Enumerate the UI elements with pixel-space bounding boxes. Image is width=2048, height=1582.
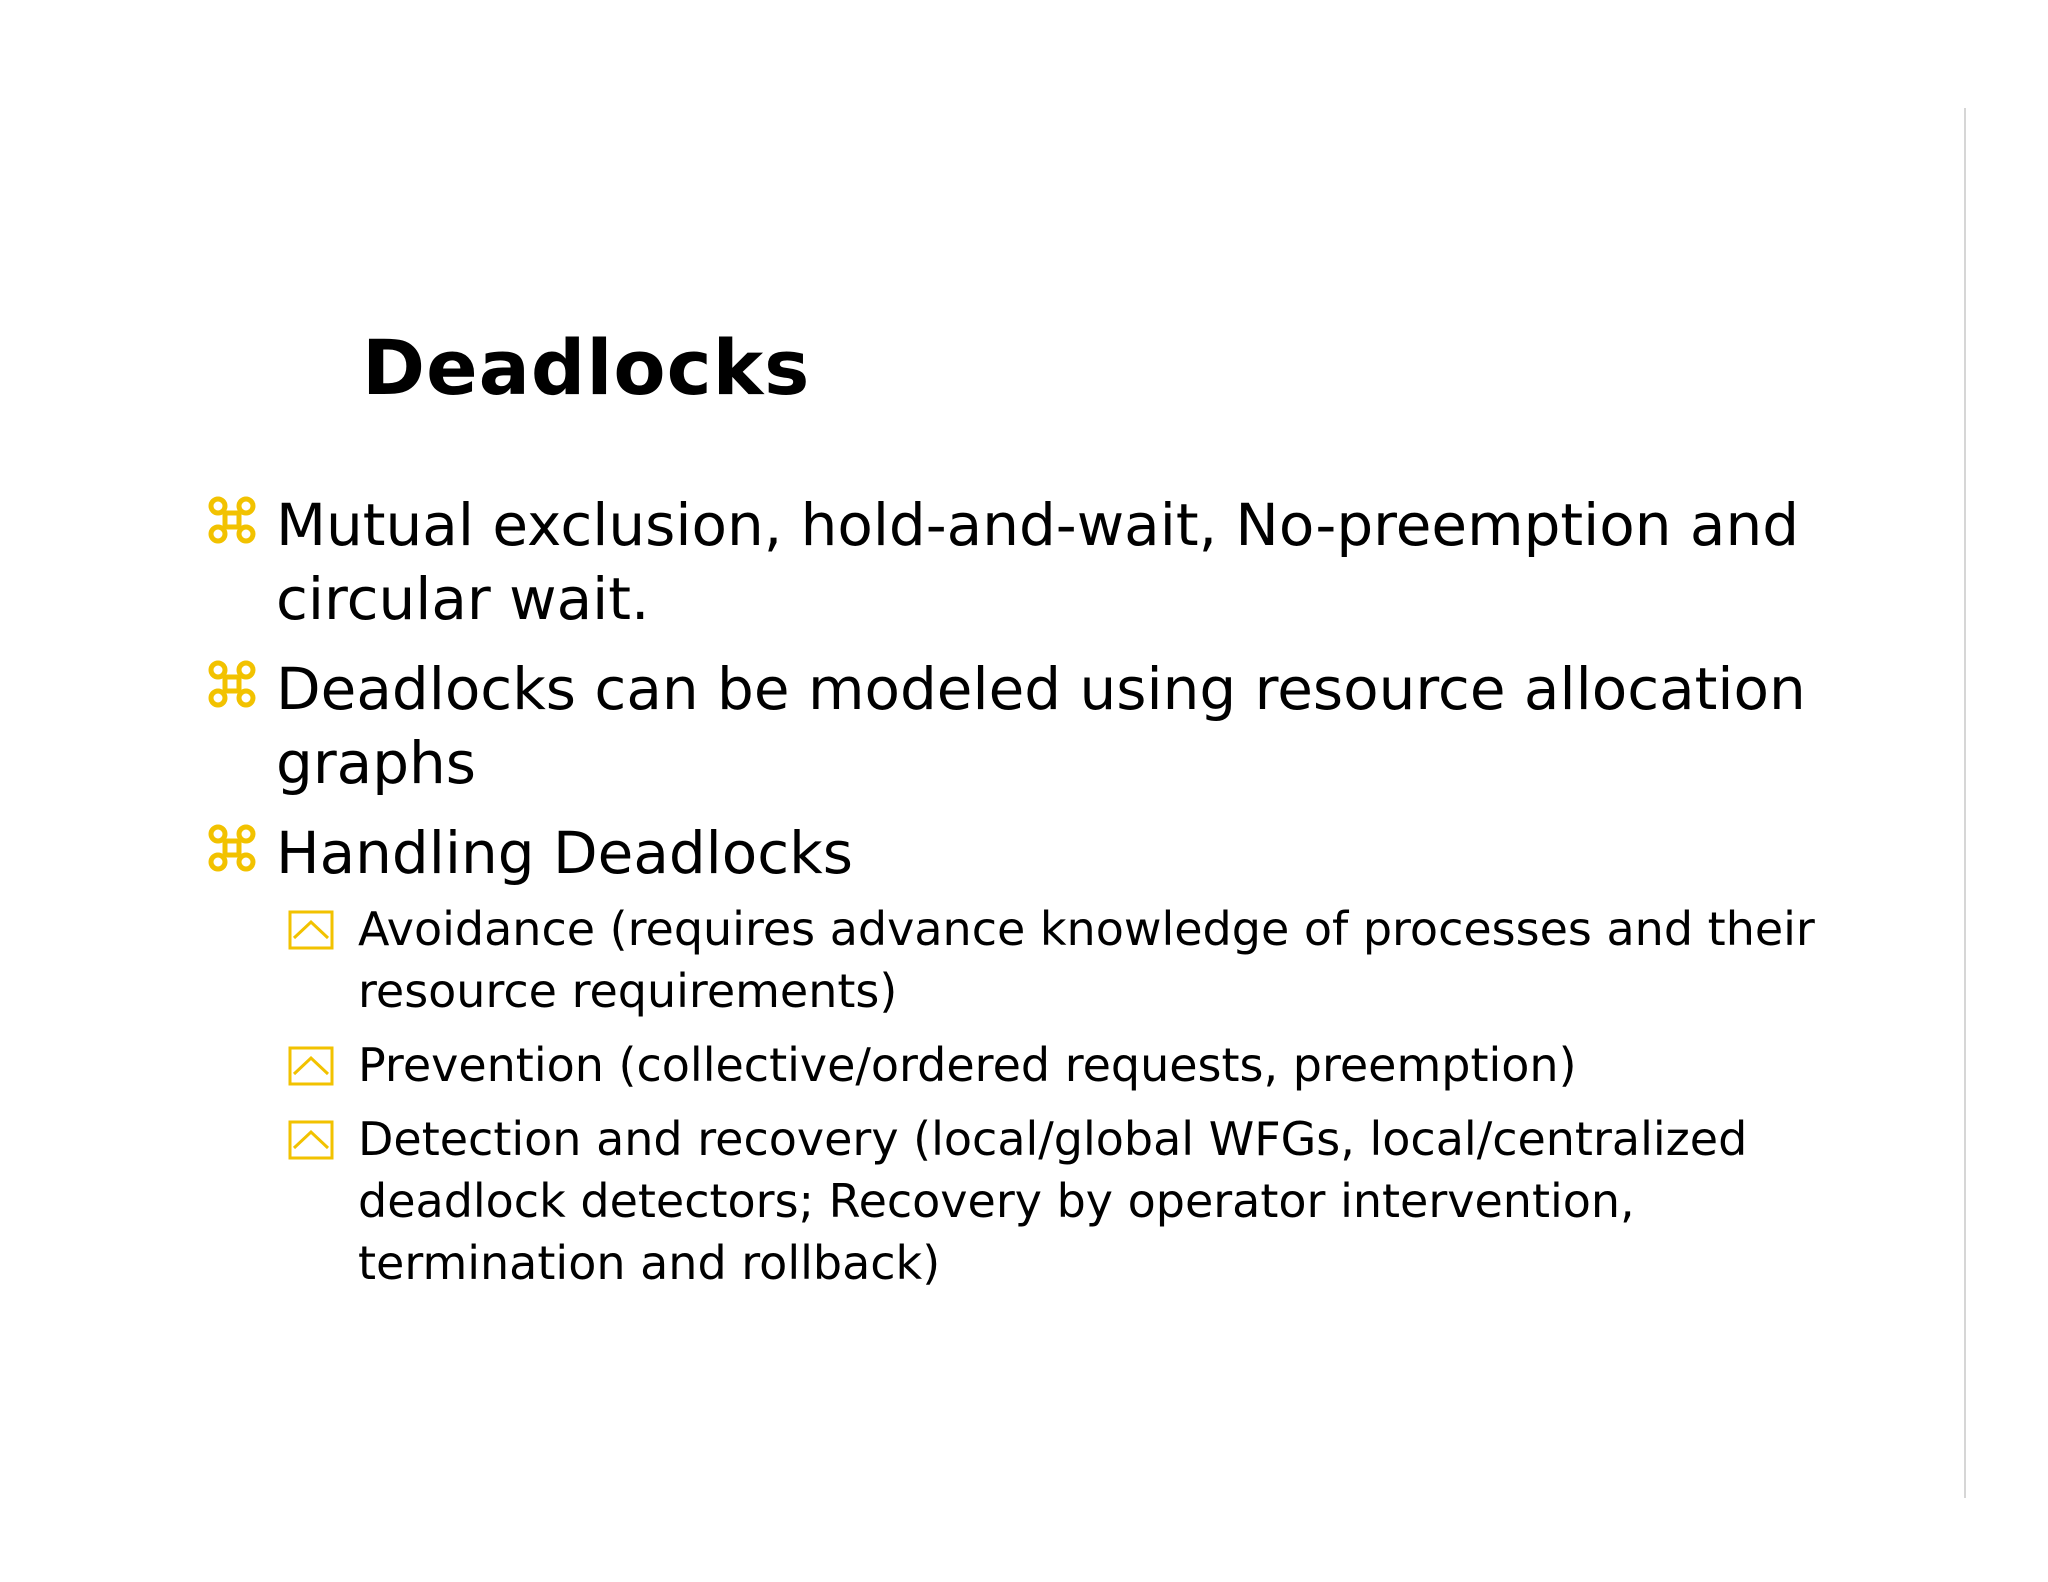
slide-title: Deadlocks	[362, 323, 811, 412]
command-key-icon	[206, 658, 258, 710]
sub-bullet-text: Detection and recovery (local/global WFGs, local/centralized deadlock detectors; Recovery by operator intervention, termination and rollback)	[358, 1112, 1748, 1290]
bullet-item	[206, 652, 1906, 800]
sub-bullet-item	[288, 1034, 1906, 1096]
bullet-item	[206, 816, 1906, 1294]
bullet-item	[206, 488, 1906, 636]
command-key-icon	[206, 494, 258, 546]
sub-bullet-text: Avoidance (requires advance knowledge of processes and their resource requirements)	[358, 902, 1815, 1018]
sub-bullet-list	[288, 898, 1906, 1294]
slide-right-divider	[1964, 108, 1966, 1498]
bullet-text: Handling Deadlocks	[276, 819, 853, 887]
sub-bullet-item	[288, 898, 1906, 1022]
sub-bullet-item	[288, 1108, 1906, 1294]
bullet-text: Mutual exclusion, hold-and-wait, No-preemption and circular wait.	[276, 491, 1800, 633]
envelope-icon	[288, 1046, 334, 1086]
command-key-icon	[206, 822, 258, 874]
sub-bullet-text: Prevention (collective/ordered requests, preemption)	[358, 1038, 1577, 1092]
envelope-icon	[288, 910, 334, 950]
envelope-icon	[288, 1120, 334, 1160]
bullet-text: Deadlocks can be modeled using resource allocation graphs	[276, 655, 1806, 797]
bullet-list	[206, 488, 1906, 1310]
